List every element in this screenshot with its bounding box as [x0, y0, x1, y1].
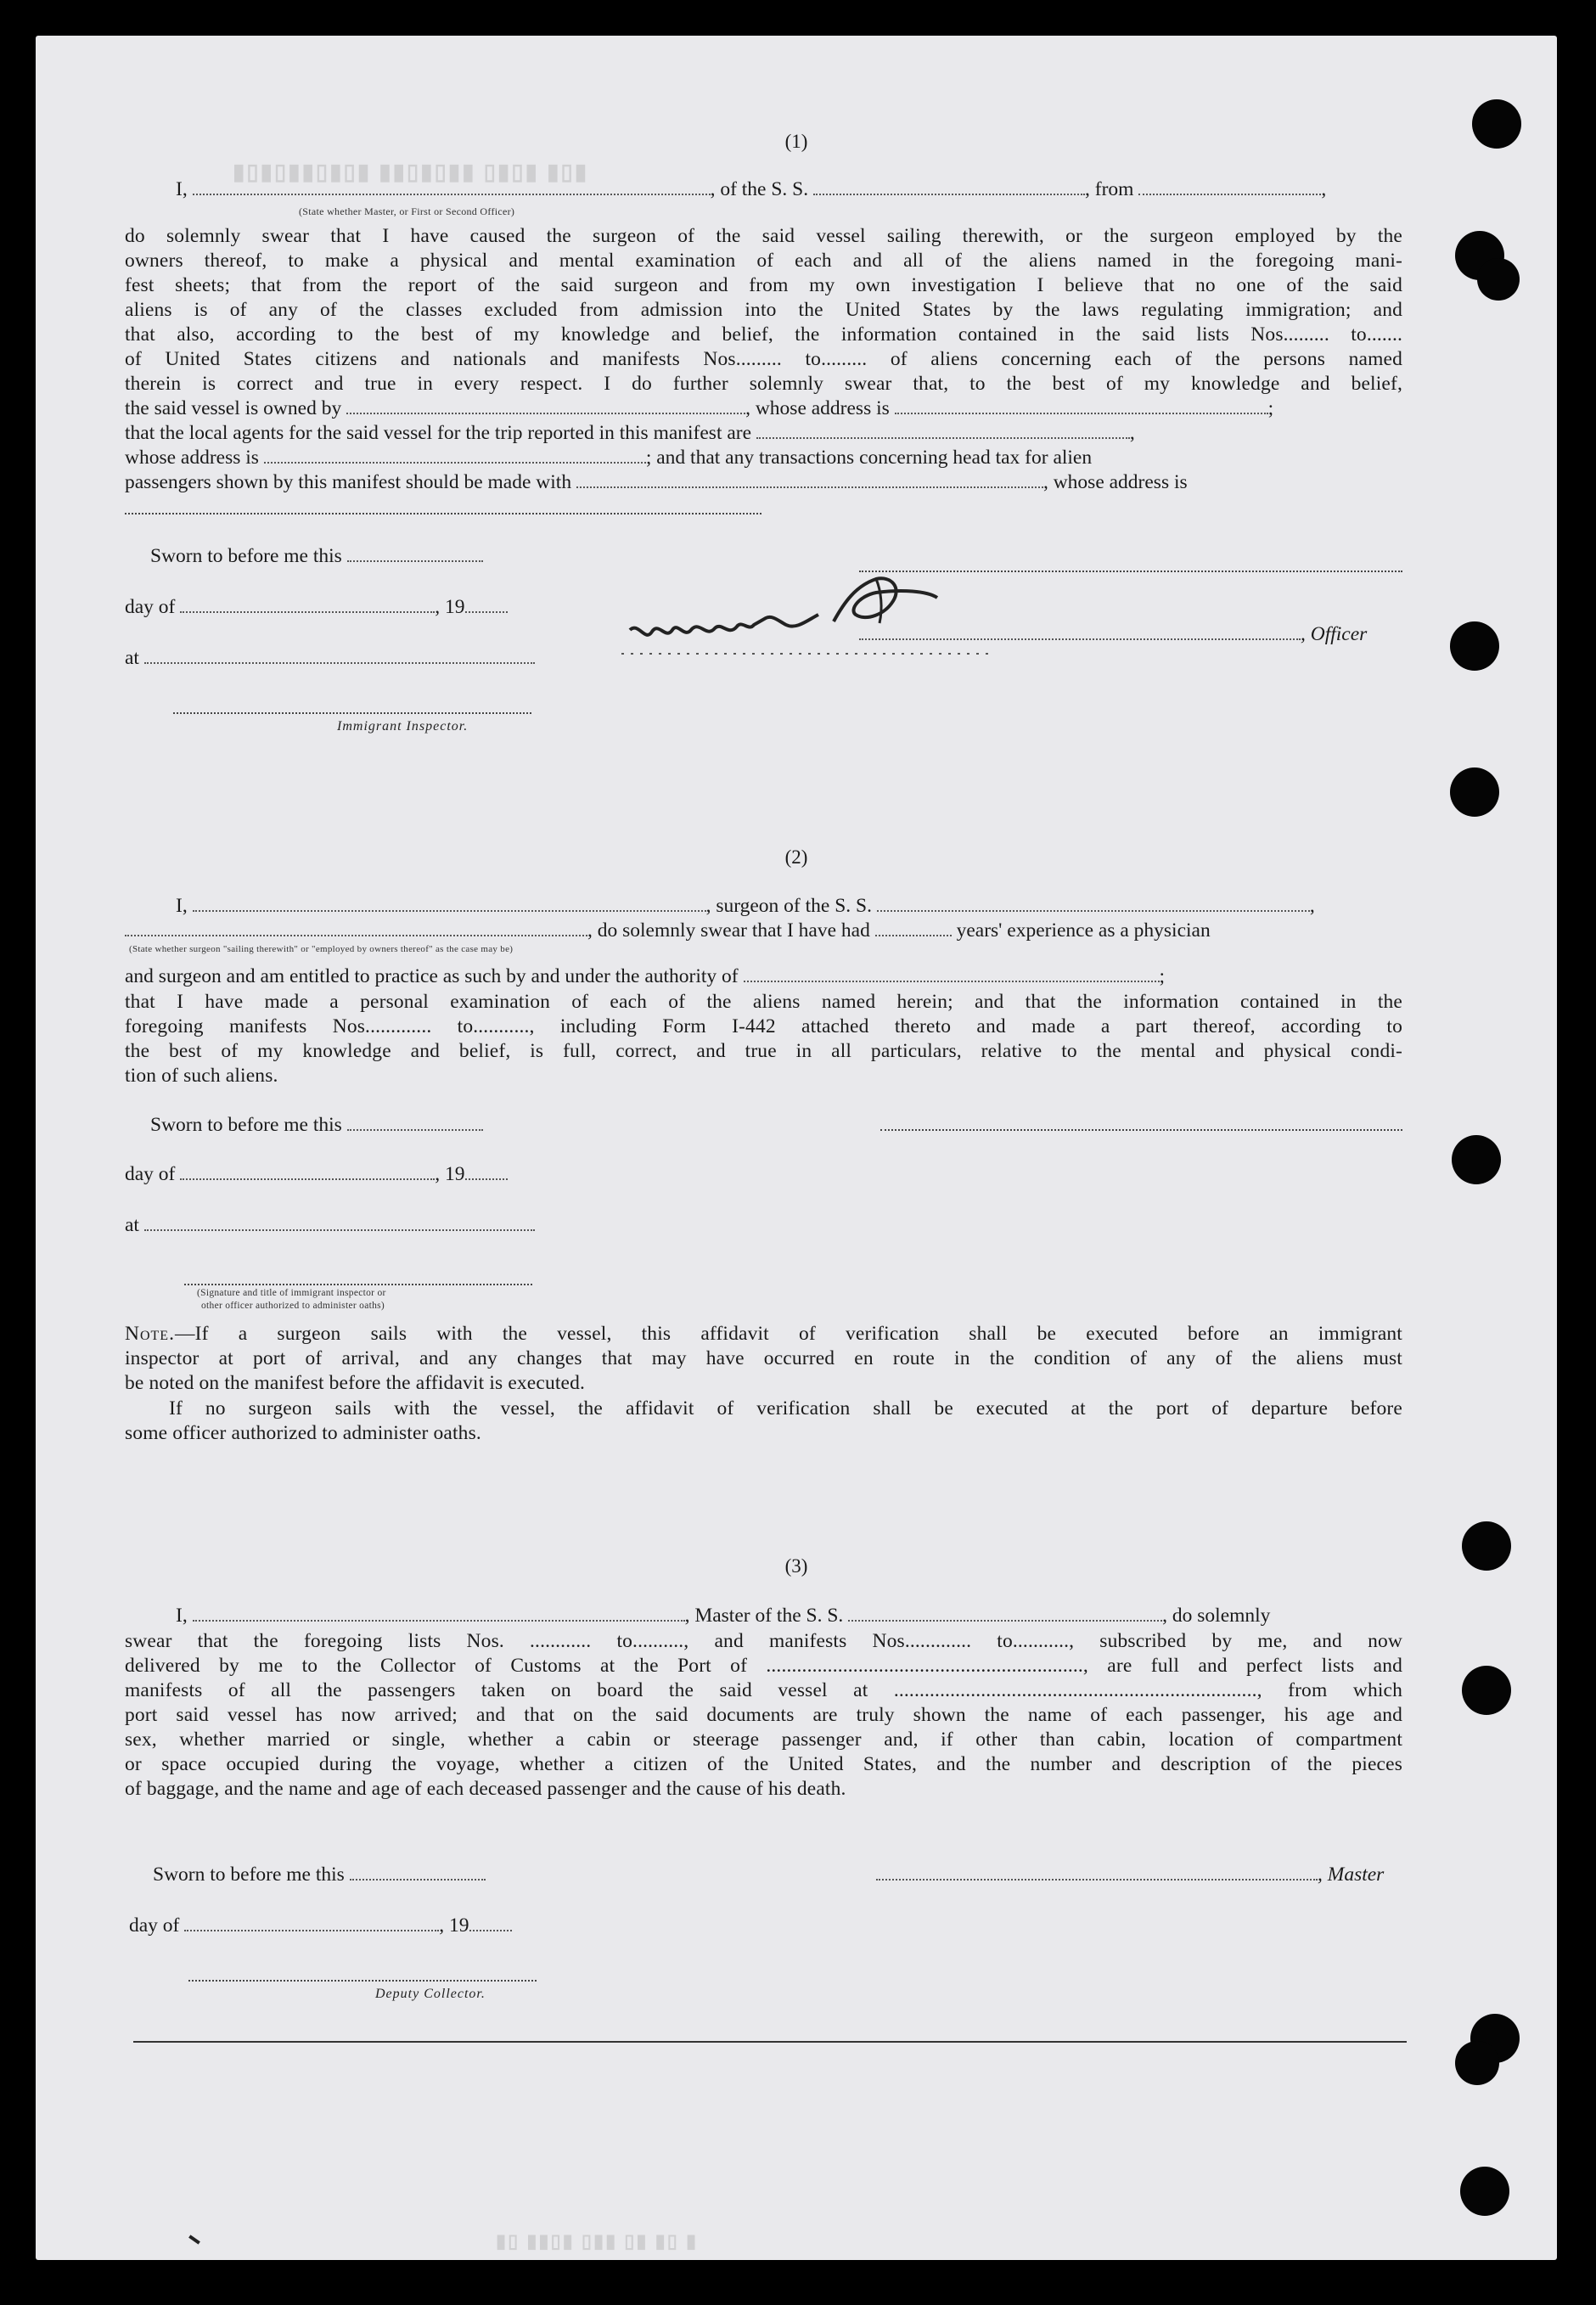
officer-field — [859, 623, 1301, 640]
origin-field — [1138, 178, 1321, 195]
punch-hole — [1455, 2041, 1499, 2085]
at-line: at — [125, 647, 535, 670]
agent-address-field — [264, 447, 646, 464]
contact-address-field — [125, 513, 761, 514]
head-tax-contact-field — [576, 471, 1043, 488]
master-vessel-field — [848, 1605, 1162, 1622]
bleed-through-text: ▮▯▮ ▮▯▮▯ ▮▮▯▮▯▮▮ ▮▯▮▯▮▮▯▮▯▮ — [231, 159, 587, 184]
master-signature-field — [876, 1864, 1318, 1881]
owner-address-field — [895, 397, 1268, 414]
surgeon-signature-line — [880, 1129, 1402, 1131]
sworn-line: Sworn to before me this — [150, 545, 483, 568]
owned-by-line: the said vessel is owned by , whose address is ; — [125, 397, 1274, 419]
section3-line1: I, , Master of the S. S. , do solemnly — [176, 1605, 1271, 1627]
bottom-rule — [133, 2041, 1407, 2043]
day-of-line: day of , 19 — [125, 596, 508, 619]
vessel-field — [813, 178, 1085, 195]
sworn-line: Sworn to before me this — [153, 1864, 486, 1886]
signature-caption: (Signature and title of immigrant inspector or — [197, 1288, 386, 1298]
day-field — [184, 1914, 439, 1931]
section-number: (1) — [784, 131, 808, 152]
note-paragraph: Note.—If a surgeon sails with the vessel, this affidavit of verification shall be executed before an immigrant inspector at port of arrival, and any changes that may have occurred en route in the condition of any of the aliens must be noted on the manifest before the affidavit is executed. — [125, 1323, 1402, 1394]
agent-address-line: whose address is ; and that any transactions concerning head tax for alien — [125, 447, 1093, 469]
collector-caption: Deputy Collector. — [375, 1987, 486, 2001]
local-agents-line: that the local agents for the said vessel for the trip reported in this manifest are , — [125, 422, 1135, 444]
section2-body: that I have made a personal examination of each of the aliens named herein; and that the information contained in the foregoing manifests Nos............. to..........., including Form I-442 attached thereto and made a part thereof, according to the best of my knowledge and belief, is full, correct, and true in all particulars, relative to the mental and physical condi- tion of such aliens. — [125, 991, 1402, 1087]
scan-speck — [188, 2235, 200, 2244]
day-of-line: day of , 19 — [125, 1163, 508, 1186]
punch-hole — [1450, 621, 1499, 671]
section1-line1: I, , of the S. S. , from , — [176, 178, 1327, 200]
punch-hole — [1450, 767, 1499, 817]
officer-line: , Officer — [859, 623, 1367, 646]
inspector-caption: Immigrant Inspector. — [337, 719, 469, 734]
surgeon-vessel-field — [877, 895, 1310, 912]
punch-hole — [1452, 1135, 1501, 1184]
agents-field — [756, 422, 1130, 439]
sworn-date-field — [350, 1864, 486, 1881]
master-name-field — [193, 1605, 685, 1622]
surgeon-name-field — [193, 895, 706, 912]
years-field — [875, 919, 952, 936]
name-field — [193, 178, 711, 195]
section1-body: do solemnly swear that I have caused the surgeon of the said vessel sailing therewith, or the surgeon employed by the owners thereof, to make a physical and mental examination of each and all of the aliens named in the foregoing mani- fest sheets; that from the report of the said surgeon and from my own investigation I believe that no one of the said aliens is of any of the classes excluded from admission into the United States by the laws regulating immigration; and that also, according to the best of my knowledge and belief, the information contained in the said lists Nos......... to....... of United States citizens and nationals and manifests Nos......... to......... of aliens concerning each of the persons named therein is correct and true in every respect. I do further solemnly swear that, to the best of my knowledge and belief, — [125, 225, 1402, 395]
bleed-through-text: ▮ ▯▮ ▮▯ ▮▮▯ ▮▯▮▮ ▯▮ — [494, 2230, 697, 2252]
punch-hole — [1477, 258, 1520, 301]
year-field — [469, 1914, 512, 1931]
document-sheet — [36, 36, 1557, 2260]
sworn-date-field — [347, 545, 483, 562]
section-number: (2) — [784, 846, 808, 868]
year-field — [465, 596, 508, 613]
collector-signature-line — [188, 1980, 537, 1982]
surgeon-caption: (State whether surgeon "sailing therewith" or "employed by owners thereof" as the case may be) — [129, 944, 514, 954]
section2-line1: I, , surgeon of the S. S. , — [176, 895, 1315, 917]
section2-line2: , do solemnly swear that I have had years' experience as a physician — [125, 919, 1211, 942]
practice-line: and surgeon and am entitled to practice as such by and under the authority of ; — [125, 965, 1166, 987]
sworn-date-field — [347, 1114, 483, 1131]
year-field — [465, 1163, 508, 1180]
surgeon-type-field — [125, 919, 587, 936]
authority-field — [744, 965, 1160, 982]
day-field — [180, 1163, 435, 1180]
punch-hole — [1462, 1666, 1511, 1715]
place-field — [144, 647, 535, 664]
sworn-line: Sworn to before me this — [150, 1114, 483, 1137]
punch-hole — [1460, 2167, 1509, 2216]
rank-caption: (State whether Master, or First or Second Officer) — [299, 205, 515, 217]
section3-body: swear that the foregoing lists Nos. ............ to.........., and manifests Nos............. to..........., subscribed by me, and now delivered by me to the Collector of Customs at the Port of .............................................................., are full and perfect lists and manifests of all the passengers taken on board the said vessel at ......................................................................., from which port said vessel has now arrived; and that on the said documents are truly shown the name of each passenger, his age and sex, whether married or single, whether a cabin or steerage passenger and, if other than cabin, location of compartment or space occupied during the voyage, whether a citizen of the United States, and the number and description of the pieces of baggage, and the name and age of each deceased passenger and the cause of his death. — [125, 1630, 1402, 1800]
place-field — [144, 1214, 535, 1231]
owner-field — [346, 397, 745, 414]
signature-caption: other officer authorized to administer oaths) — [201, 1301, 385, 1311]
section-number: (3) — [784, 1555, 808, 1577]
note2-paragraph: If no surgeon sails with the vessel, the affidavit of verification shall be executed at the port of departure before some officer authorized to administer oaths. — [125, 1397, 1402, 1444]
day-field — [180, 596, 435, 613]
inspector-signature-line — [184, 1284, 532, 1285]
at-line: at — [125, 1214, 535, 1237]
master-line: , Master — [876, 1864, 1384, 1886]
day-of-line: day of , 19 — [129, 1914, 512, 1937]
inspector-signature-line — [173, 712, 531, 714]
passengers-line: passengers shown by this manifest should be made with , whose address is — [125, 471, 1188, 493]
